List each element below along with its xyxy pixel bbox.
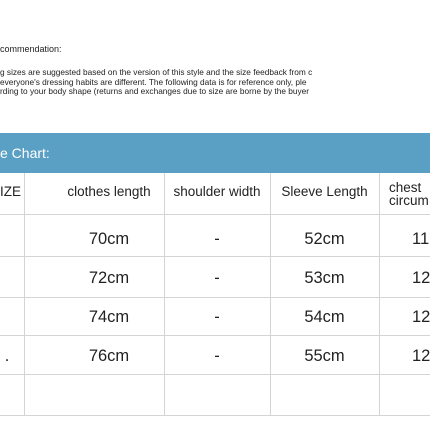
- grid-line: [164, 173, 165, 416]
- header-chest-circumference: chest circum: [389, 180, 429, 208]
- chest-cell: 12: [412, 347, 430, 365]
- shoulder-width-cell: -: [214, 347, 220, 365]
- note-line: everyone's dressing habits are different. The following data is for reference only, ple: [0, 76, 307, 87]
- header-size: IZE: [0, 184, 22, 199]
- shoulder-width-cell: -: [214, 230, 220, 248]
- size-chart-title: e Chart:: [0, 145, 50, 161]
- sleeve-length-cell: 55cm: [304, 347, 345, 365]
- grid-line: [0, 297, 430, 298]
- chest-cell: 11: [412, 230, 430, 248]
- header-shoulder-width: shoulder width: [173, 184, 261, 199]
- chest-cell: 12: [412, 269, 430, 287]
- grid-line: [379, 173, 380, 416]
- note-line: g sizes are suggested based on the version of this style and the size feedback from c: [0, 68, 313, 77]
- size-notes: [0, 68, 430, 97]
- size-table: [0, 173, 430, 416]
- grid-line: [24, 173, 25, 416]
- shoulder-width-cell: -: [214, 308, 220, 326]
- grid-line: [0, 335, 430, 336]
- clothes-length-cell: 76cm: [88, 347, 130, 365]
- clothes-length-cell: 74cm: [88, 308, 130, 326]
- clothes-length-cell: 72cm: [88, 269, 130, 287]
- size-chart-header-bar: [0, 133, 430, 173]
- clothes-length-cell: 70cm: [88, 230, 130, 248]
- grid-line: [0, 415, 430, 416]
- sleeve-length-cell: 54cm: [304, 308, 345, 326]
- size-cell: .: [4, 347, 10, 365]
- grid-line: [0, 374, 430, 375]
- header-clothes-length: clothes length: [67, 184, 151, 199]
- note-line: rding to your body shape (returns and exchanges due to size are borne by the buyer: [0, 86, 310, 96]
- recommendation-title: commendation:: [0, 44, 62, 54]
- header-sleeve-length: Sleeve Length: [281, 184, 368, 199]
- grid-line: [270, 173, 271, 416]
- sleeve-length-cell: 53cm: [304, 269, 345, 287]
- sleeve-length-cell: 52cm: [304, 230, 345, 248]
- grid-line: [0, 256, 430, 257]
- grid-line: [0, 214, 430, 215]
- shoulder-width-cell: -: [214, 269, 220, 287]
- chest-cell: 12: [412, 308, 430, 326]
